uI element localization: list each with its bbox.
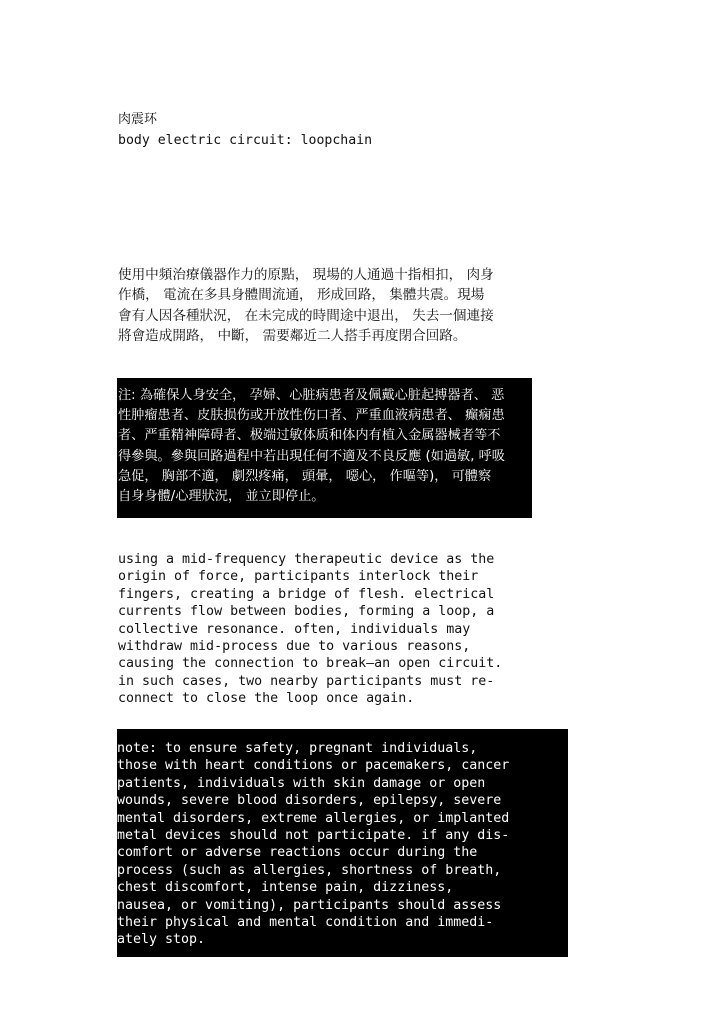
chinese-description-paragraph [118, 265, 538, 346]
paragraph-line: 使用中頻治療儀器作力的原點， 現場的人通過十指相扣， 肉身 [118, 267, 494, 283]
paragraph-line: collective resonance. often, individuals may [118, 621, 471, 637]
paragraph-line: 會有人因各種狀況， 在未完成的時間途中退出， 失去一個連接 [118, 307, 494, 324]
title-english: body electric circuit: loopchain [118, 133, 373, 148]
paragraph-line: 作橋， 電流在多具身體間流通， 形成回路， 集體共震。現場 [118, 287, 485, 304]
note-line: patients, individuals with skin damage or open [117, 775, 486, 791]
note-line: comfort or adverse reactions occur during the [117, 845, 478, 861]
note-line: 自身身體/心理狀況， 並立即停止。 [118, 489, 325, 505]
chinese-safety-note [117, 378, 532, 518]
paragraph-line: withdraw mid-process due to various reasons, [118, 639, 471, 655]
title-chinese: 肉震环 [118, 112, 158, 127]
note-line: 者、严重精神障碍者、极端过敏体质和体内有植入金属器械者等不 [118, 428, 501, 444]
note-line: metal devices should not participate. if any dis- [117, 828, 510, 844]
note-line: ately stop. [117, 932, 206, 948]
note-line: those with heart conditions or pacemakers, cancer [117, 758, 510, 774]
paragraph-line: origin of force, participants interlock their [118, 569, 479, 585]
note-line: nausea, or vomiting), participants should assess [117, 897, 502, 913]
paragraph-line: connect to close the loop once again. [118, 691, 415, 707]
paragraph-line: fingers, creating a bridge of flesh. electrical [118, 586, 495, 602]
paragraph-line: using a mid-frequency therapeutic device as the [118, 552, 495, 567]
english-safety-note [117, 729, 568, 957]
paragraph-line: 將會造成開路， 中斷， 需要鄰近二人搭手再度閉合回路。 [118, 327, 467, 344]
note-line: 性肿瘤患者、皮肤损伤或开放性伤口者、严重血液病患者、 癫痫患 [118, 408, 505, 424]
note-line: 急促， 胸部不適， 劇烈疼痛， 頭暈， 噁心， 作嘔等)， 可體察 [118, 468, 492, 484]
note-line: process (such as allergies, shortness of breath, [117, 862, 502, 878]
note-line: chest discomfort, intense pain, dizziness, [117, 880, 454, 896]
paragraph-line: currents flow between bodies, forming a loop, a [118, 604, 495, 620]
note-line: mental disorders, extreme allergies, or implanted [117, 810, 510, 826]
note-line: their physical and mental condition and immedi- [117, 915, 494, 931]
paragraph-line: in such cases, two nearby participants must re- [118, 673, 495, 689]
english-description-paragraph [118, 551, 548, 708]
note-line: 得參與。參與回路過程中若出現任何不適及不良反應 (如過敏, 呼吸 [118, 448, 505, 464]
note-line: wounds, severe blood disorders, epilepsy, severe [117, 793, 502, 809]
note-line: 注: 為確保人身安全， 孕婦、心脏病患者及佩戴心脏起搏器者、 恶 [118, 388, 505, 403]
paragraph-line: causing the connection to break—an open circuit. [118, 656, 503, 672]
note-line: note: to ensure safety, pregnant individuals, [117, 741, 478, 756]
